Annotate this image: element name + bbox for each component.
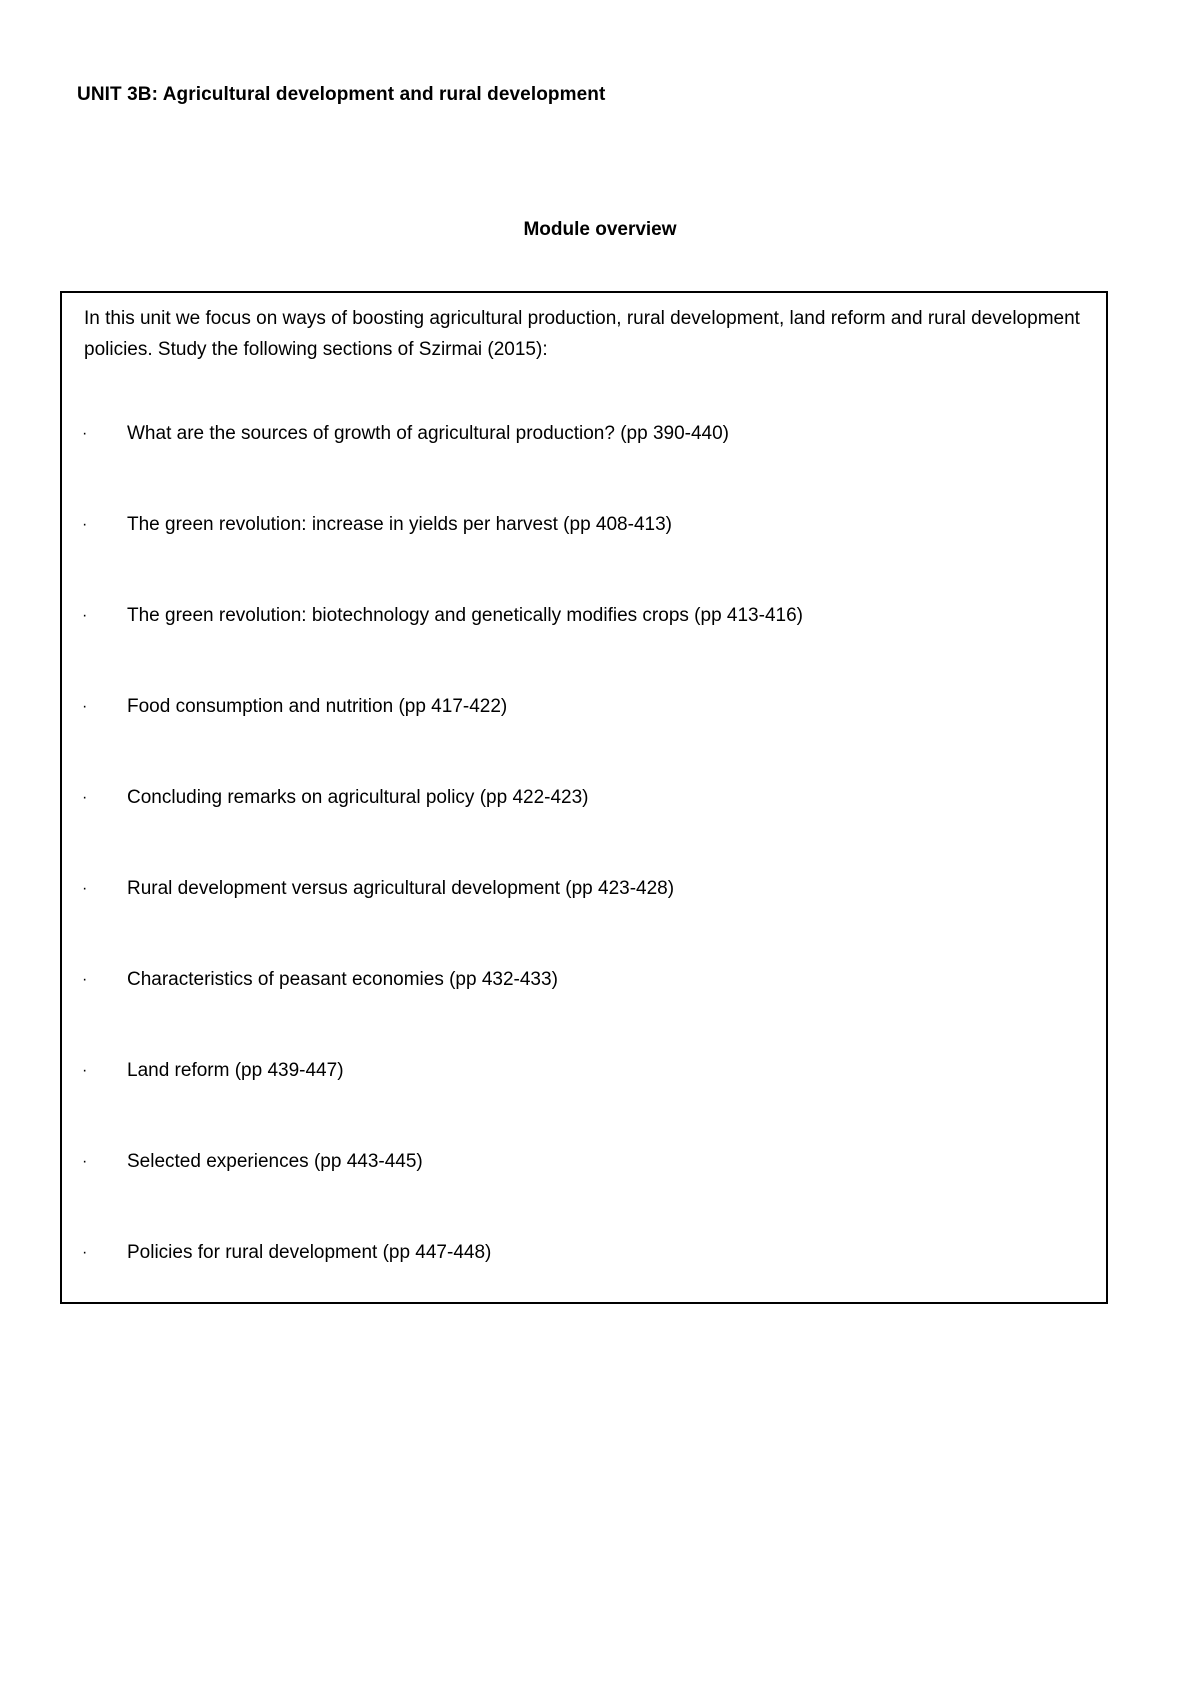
list-item-text: Rural development versus agricultural development (pp 423-428) — [127, 878, 675, 899]
bullet-icon: · — [82, 1062, 88, 1079]
bullet-icon: · — [82, 516, 88, 533]
intro-paragraph: In this unit we focus on ways of boosting agricultural production, rural development, land reform and rural development policies. Study the following sections of Szirmai (2015): — [84, 308, 1080, 360]
list-item-text: Selected experiences (pp 443-445) — [127, 1151, 423, 1172]
list-item-text: Concluding remarks on agricultural policy (pp 422-423) — [127, 787, 589, 808]
list-item — [62, 965, 1102, 995]
list-item-text: Characteristics of peasant economies (pp 432-433) — [127, 969, 558, 990]
bullet-icon: · — [82, 1244, 88, 1261]
list-item — [62, 510, 1102, 540]
list-item-text: The green revolution: increase in yields per harvest (pp 408-413) — [127, 514, 672, 535]
list-item-text: Policies for rural development (pp 447-448) — [127, 1242, 492, 1263]
bullet-icon: · — [82, 425, 88, 442]
unit-title: UNIT 3B: Agricultural development and rural development — [77, 84, 606, 105]
list-item — [62, 419, 1102, 449]
bullet-icon: · — [82, 698, 88, 715]
list-item — [62, 783, 1102, 813]
list-item-text: Food consumption and nutrition (pp 417-422) — [127, 696, 508, 717]
list-item-text: The green revolution: biotechnology and genetically modifies crops (pp 413-416) — [127, 605, 803, 626]
bullet-icon: · — [82, 971, 88, 988]
module-heading: Module overview — [523, 219, 677, 240]
list-item — [62, 874, 1102, 904]
list-item-text: What are the sources of growth of agricultural production? (pp 390-440) — [127, 423, 729, 444]
list-item — [62, 1147, 1102, 1177]
bullet-icon: · — [82, 1153, 88, 1170]
bullet-icon: · — [82, 789, 88, 806]
list-item — [62, 601, 1102, 631]
list-item-text: Land reform (pp 439-447) — [127, 1060, 344, 1081]
bullet-icon: · — [82, 607, 88, 624]
list-item — [62, 692, 1102, 722]
list-item — [62, 1238, 1102, 1268]
bullet-icon: · — [82, 880, 88, 897]
list-item — [62, 1056, 1102, 1086]
module-overview-box — [60, 291, 1108, 1304]
